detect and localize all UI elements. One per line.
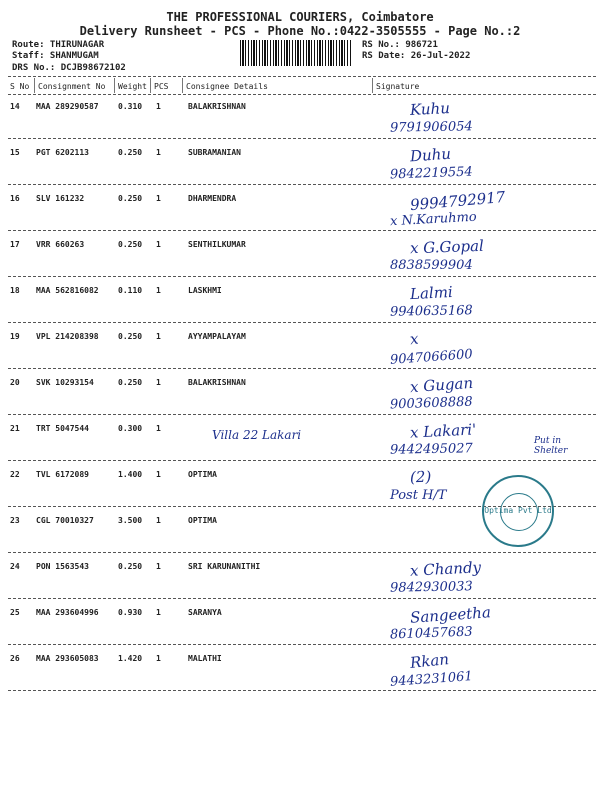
rs-number: RS No.: 986721 — [362, 40, 438, 50]
row-consignment-no: SLV 161232 — [36, 194, 85, 203]
row-divider — [8, 414, 596, 415]
row-pcs: 1 — [156, 240, 161, 249]
signature-area — [370, 374, 592, 414]
row-consignee: SRI KARUNANITHI — [188, 562, 261, 571]
row-consignment-no: VPL 214208398 — [36, 332, 99, 341]
row-weight: 0.250 — [118, 148, 143, 157]
row-weight: 0.250 — [118, 562, 143, 571]
row-divider — [8, 368, 596, 369]
row-divider — [8, 460, 596, 461]
col-divider — [114, 78, 115, 93]
row-weight: 1.420 — [118, 654, 143, 663]
signature-scribble: Duhu — [409, 144, 452, 166]
row-sno: 15 — [10, 148, 20, 157]
row-weight: 0.250 — [118, 194, 143, 203]
row-sno: 24 — [10, 562, 20, 571]
signature-area — [370, 650, 592, 690]
signature-phone: 8610457683 — [389, 624, 473, 643]
runsheet-title: THE PROFESSIONAL COURIERS, Coimbatore — [166, 10, 434, 24]
signature-scribble: x Lakari' — [409, 420, 477, 442]
signature-phone: x N.Karuhmo — [389, 209, 478, 230]
col-header-consignee: Consignee Details — [186, 82, 268, 91]
row-pcs: 1 — [156, 194, 161, 203]
row-weight: 0.310 — [118, 102, 143, 111]
signature-phone: 9442495027 — [389, 441, 473, 458]
signature-scribble: Sangeetha — [409, 603, 492, 627]
row-weight: 0.250 — [118, 240, 143, 249]
table-row — [0, 144, 600, 190]
row-sno: 26 — [10, 654, 20, 663]
row-sno: 14 — [10, 102, 20, 111]
col-header-signature: Signature — [376, 82, 420, 91]
col-divider — [34, 78, 35, 93]
stamp-text: Optima Pvt Ltd — [484, 506, 552, 515]
col-divider — [372, 78, 373, 93]
row-consignee: BALAKRISHNAN — [188, 102, 246, 111]
row-divider — [8, 644, 596, 645]
signature-area — [370, 236, 592, 276]
row-consignee: DHARMENDRA — [188, 194, 237, 203]
col-divider — [182, 78, 183, 93]
row-divider — [8, 598, 596, 599]
row-consignment-no: PON 1563543 — [36, 562, 89, 571]
signature-area — [370, 558, 592, 598]
row-divider — [8, 184, 596, 185]
row-consignment-no: MAA 293604996 — [36, 608, 99, 617]
row-sno: 21 — [10, 424, 20, 433]
signature-scribble: x Chandy — [409, 558, 482, 580]
row-consignee: BALAKRISHNAN — [188, 378, 246, 387]
row-divider — [8, 138, 596, 139]
table-row — [0, 650, 600, 696]
signature-scribble: 9994792917 — [409, 187, 507, 215]
signature-phone: 9003608888 — [389, 394, 473, 413]
row-consignee: SUBRAMANIAN — [188, 148, 241, 157]
company-stamp — [482, 475, 554, 547]
signature-area — [370, 98, 592, 138]
row-weight: 0.110 — [118, 286, 143, 295]
row-weight: 1.400 — [118, 470, 143, 479]
col-header-weight: Weight — [118, 82, 147, 91]
signature-area — [370, 144, 592, 184]
row-sno: 16 — [10, 194, 20, 203]
row-consignee: SARANYA — [188, 608, 222, 617]
row-consignee: OPTIMA — [188, 470, 217, 479]
signature-scribble: x — [409, 329, 420, 349]
signature-area — [370, 282, 592, 322]
signature-area — [370, 466, 592, 506]
signature-scribble: x Gugan — [409, 373, 474, 397]
row-sno: 23 — [10, 516, 20, 525]
signature-scribble: Kuhu — [409, 98, 451, 120]
signature-phone: 9047066600 — [389, 347, 474, 368]
row-sno: 22 — [10, 470, 20, 479]
rs-date: RS Date: 26-Jul-2022 — [362, 51, 471, 61]
table-row — [0, 558, 600, 604]
signature-scribble: Rkan — [409, 650, 450, 672]
row-consignee: SENTHILKUMAR — [188, 240, 246, 249]
signature-phone: 9842219554 — [389, 164, 473, 183]
table-row — [0, 187, 600, 236]
runsheet-subtitle: Delivery Runsheet - PCS - Phone No.:0422-3505555 - Page No.:2 — [79, 24, 521, 38]
signature-phone: 9791906054 — [389, 119, 473, 136]
row-pcs: 1 — [156, 148, 161, 157]
signature-area — [370, 604, 592, 644]
row-consignment-no: VRR 660263 — [36, 240, 85, 249]
row-consignment-no: TRT 5047544 — [36, 424, 89, 433]
route-label: Route: THIRUNAGAR — [12, 40, 105, 50]
col-header-sno: S No — [10, 82, 30, 91]
col-divider — [150, 78, 151, 93]
row-pcs: 1 — [156, 654, 161, 663]
header-divider-bottom — [8, 94, 596, 95]
row-sno: 20 — [10, 378, 20, 387]
row-consignment-no: SVK 10293154 — [36, 378, 94, 387]
row-consignment-no: MAA 293605083 — [36, 654, 99, 663]
row-consignee: MALATHI — [188, 654, 222, 663]
row-pcs: 1 — [156, 562, 161, 571]
row-divider — [8, 230, 596, 231]
row-consignment-no: CGL 70010327 — [36, 516, 94, 525]
row-weight: 0.930 — [118, 608, 143, 617]
row-pcs: 1 — [156, 470, 161, 479]
row-weight: 0.250 — [118, 332, 143, 341]
signature-area — [370, 187, 592, 230]
row-divider — [8, 322, 596, 323]
signature-area — [370, 512, 592, 552]
row-pcs: 1 — [156, 608, 161, 617]
signature-phone: 9842930033 — [389, 579, 473, 596]
table-row — [0, 282, 600, 328]
row-consignment-no: MAA 562816082 — [36, 286, 99, 295]
row-pcs: 1 — [156, 516, 161, 525]
row-sno: 17 — [10, 240, 20, 249]
handwritten-side-note: Put in Shelter — [534, 436, 568, 456]
row-consignment-no: TVL 6172089 — [36, 470, 89, 479]
barcode — [240, 40, 352, 66]
signature-phone: 8838599904 — [390, 258, 473, 273]
row-divider — [8, 552, 596, 553]
row-sno: 19 — [10, 332, 20, 341]
signature-phone: 9443231061 — [389, 669, 474, 690]
row-consignee: AYYAMPALAYAM — [188, 332, 246, 341]
row-divider — [8, 276, 596, 277]
header-divider-top — [8, 76, 596, 77]
row-divider — [8, 690, 596, 691]
row-sno: 25 — [10, 608, 20, 617]
row-consignee: LASKHMI — [188, 286, 222, 295]
signature-phone: 9940635168 — [389, 303, 473, 320]
signature-area — [370, 328, 592, 368]
row-weight: 3.500 — [118, 516, 143, 525]
col-header-pcs: PCS — [154, 82, 169, 91]
table-row — [0, 328, 600, 374]
row-weight: 0.300 — [118, 424, 143, 433]
row-pcs: 1 — [156, 424, 161, 433]
row-pcs: 1 — [156, 102, 161, 111]
row-pcs: 1 — [156, 378, 161, 387]
row-weight: 0.250 — [118, 378, 143, 387]
row-pcs: 1 — [156, 332, 161, 341]
signature-scribble: Lalmi — [409, 282, 454, 304]
signature-scribble: (2) — [409, 467, 432, 487]
row-consignment-no: MAA 289290587 — [36, 102, 99, 111]
table-row — [0, 420, 600, 466]
table-row — [0, 236, 600, 282]
drs-number: DRS No.: DCJB98672102 — [12, 63, 126, 73]
table-row — [0, 98, 600, 144]
row-consignee: OPTIMA — [188, 516, 217, 525]
signature-phone: Post H/T — [390, 488, 447, 503]
signature-scribble: x G.Gopal — [409, 236, 485, 258]
handwritten-note: Villa 22 Lakari — [212, 428, 302, 442]
table-row — [0, 604, 600, 650]
col-header-consignment: Consignment No — [38, 82, 106, 91]
table-row — [0, 374, 600, 420]
row-consignment-no: PGT 6202113 — [36, 148, 89, 157]
row-sno: 18 — [10, 286, 20, 295]
row-pcs: 1 — [156, 286, 161, 295]
staff-label: Staff: SHANMUGAM — [12, 51, 99, 61]
